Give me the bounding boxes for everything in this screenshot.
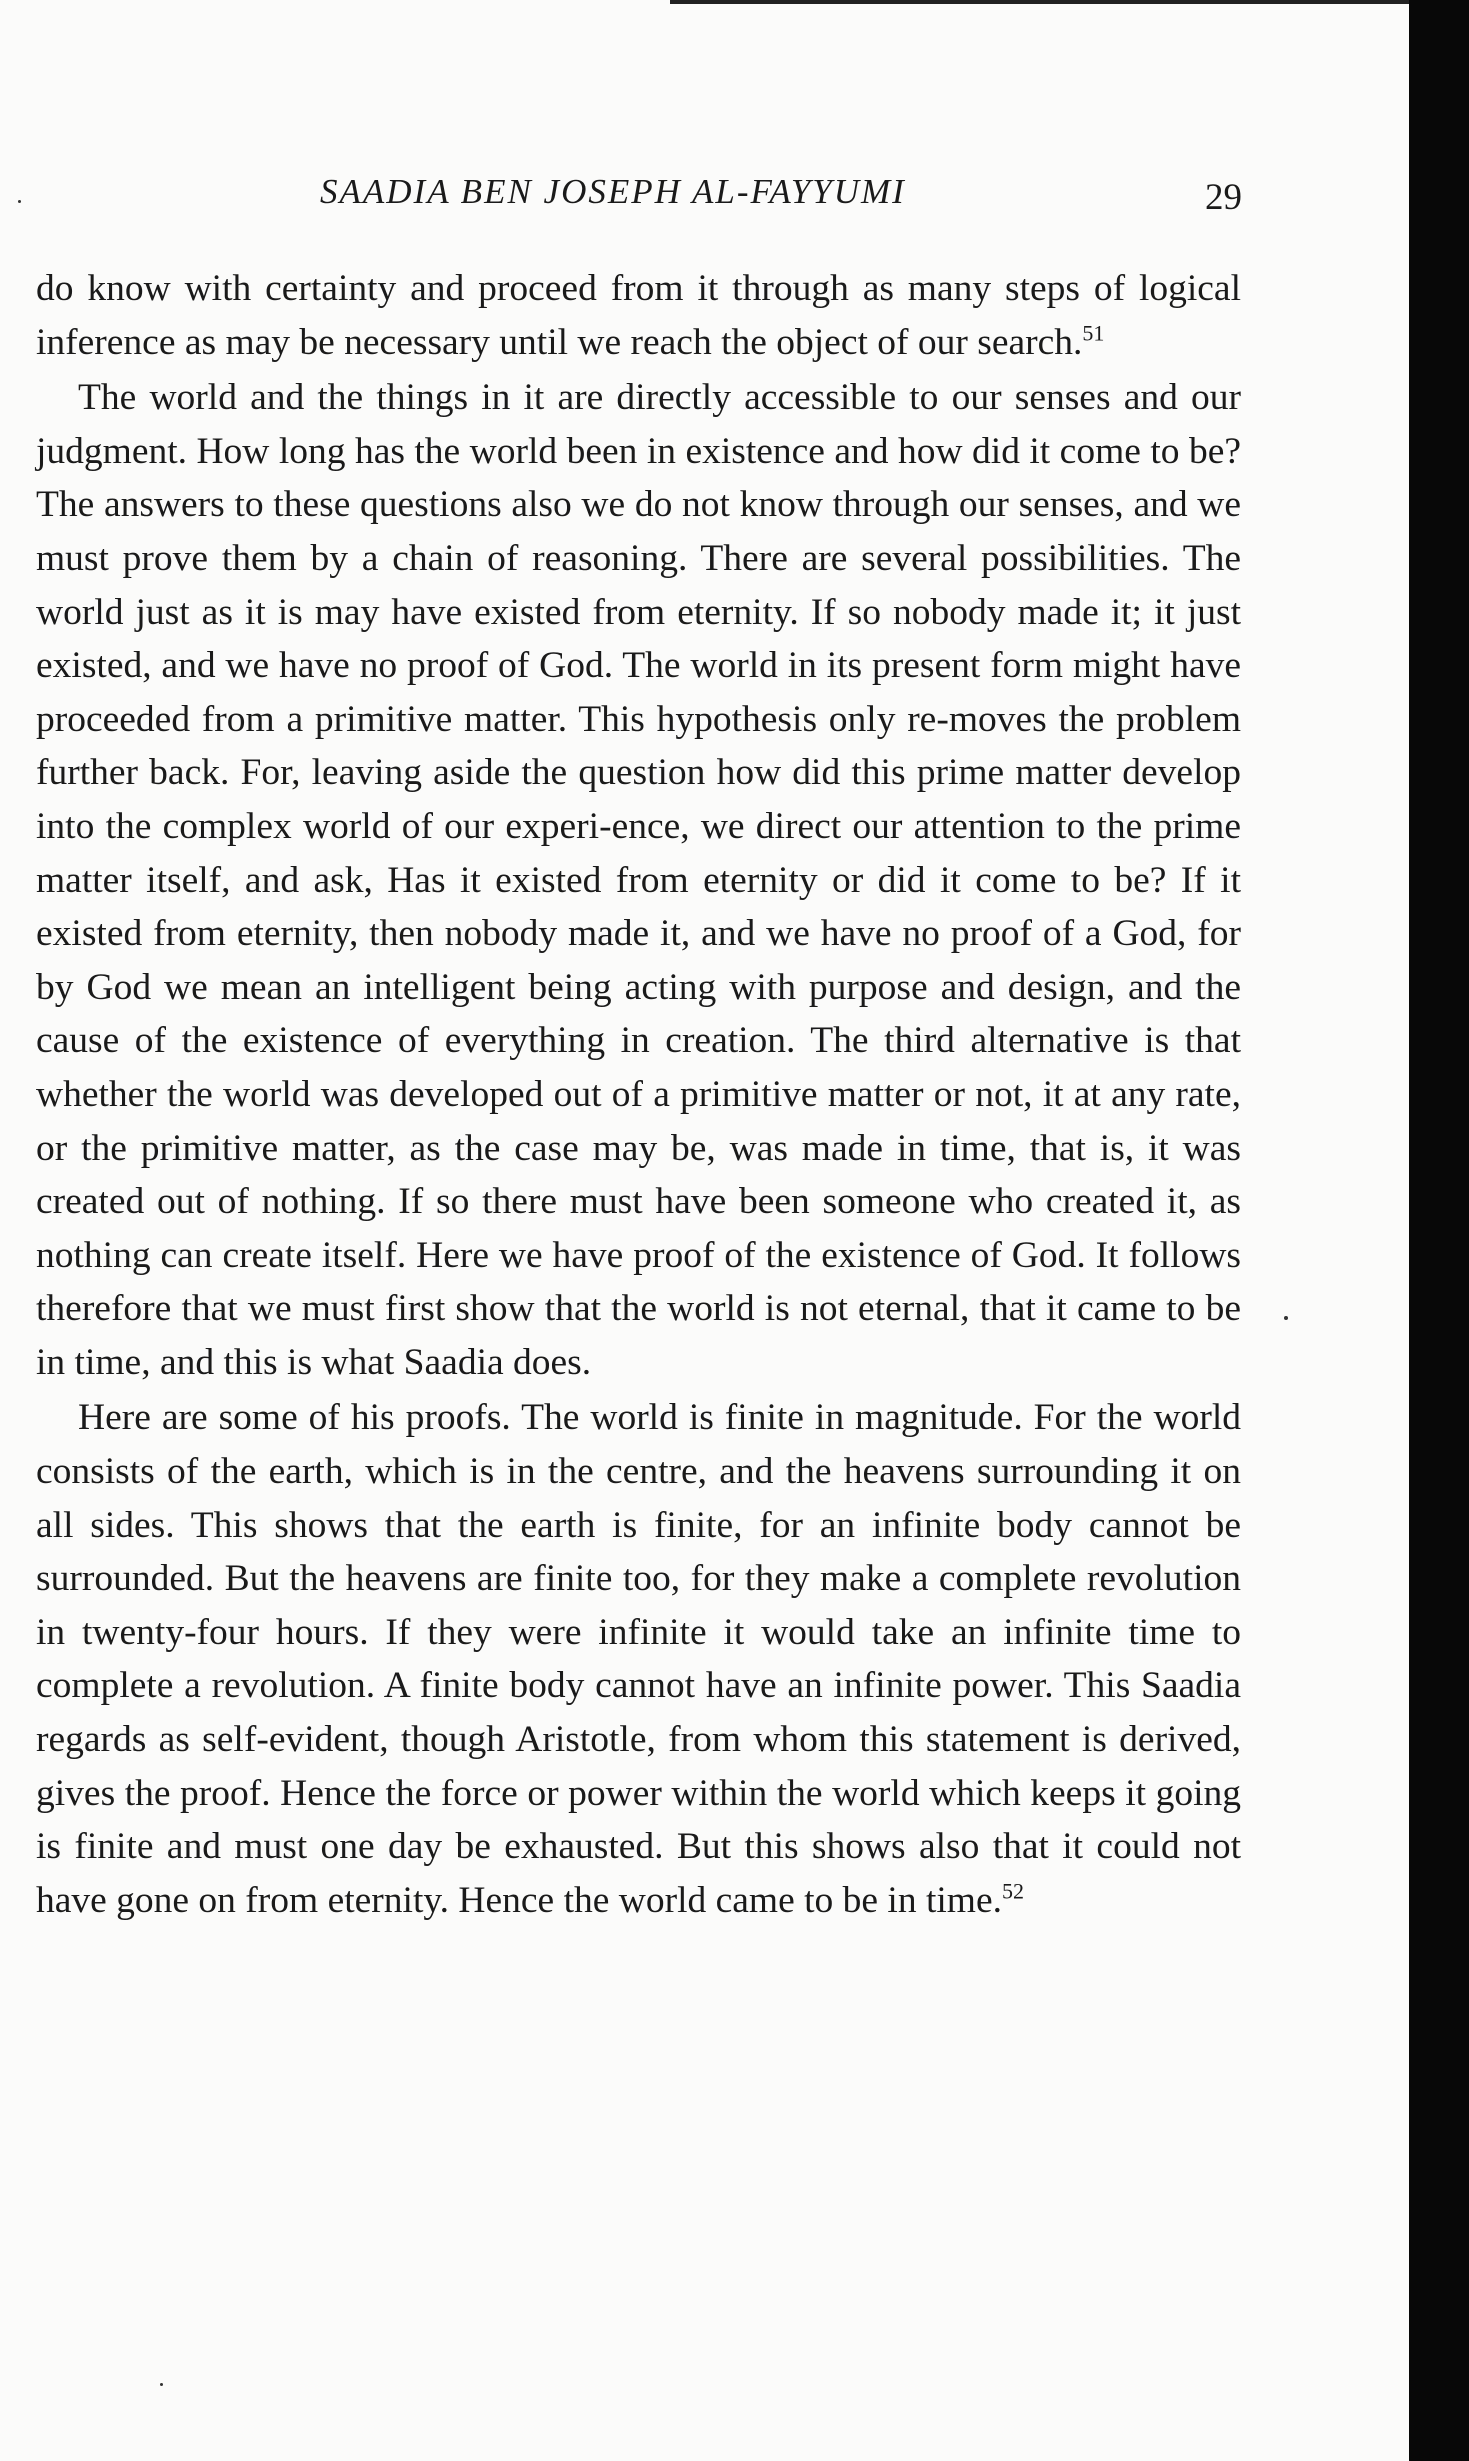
body-text [36,262,1241,1927]
footnote-reference: 51 [1082,320,1105,346]
ink-speck [160,2383,163,2386]
page-top-edge [670,0,1410,4]
paragraph-text: do know with certainty and proceed from it through as many steps of logical inference as may be necessary until we reach the object of our search. [36,268,1241,363]
page-edge-shadow [1409,0,1469,2461]
ink-speck [18,200,21,203]
paragraph-text: The world and the things in it are directly accessible to our senses and our judgment. How long has the world been in existence and how did it come to be? The answers to these questions also we do not know through our senses, and we must prove them by a chain of reasoning. There are several possibilities. The world just as it is may have existed from eternity. If so nobody made it; it just existed, and we have no proof of God. The world in its present form might have proceeded from a primitive matter. This hypothesis only re-moves the problem further back. For, leaving aside the question how did this prime matter develop into the complex world of our experi-ence, we direct our attention to the prime matter itself, and ask, Has it existed from eternity or did it come to be? If it existed from eternity, then nobody made it, and we have no proof of a God, for by God we mean an intelligent being acting with purpose and design, and the cause of the existence of everything in creation. The third alternative is that whether the world was developed out of a primitive matter or not, it at any rate, or the primitive matter, as the case may be, was made in time, that is, it was created out of nothing. If so there must have been someone who created it, as nothing can create itself. Here we have proof of the existence of God. It follows therefore that we must first show that the world is not eternal, that it came to be in time, and this is what Saadia does. [36,377,1241,1383]
footnote-reference: 52 [1001,1878,1024,1904]
page-number: 29 [1205,177,1242,218]
running-header: SAADIA BEN JOSEPH AL-FAYYUMI [320,172,906,211]
paragraph-continued [36,262,1241,369]
paragraph-text: Here are some of his proofs. The world is finite in magnitude. For the world consists of the earth, which is in the centre, and the heavens surrounding it on all sides. This shows that the earth is finite, for an infinite body cannot be surrounded. But the heavens are finite too, for they make a complete revolution in twenty-four hours. If they were infinite it would take an infinite time to complete a revolution. A finite body cannot have an infinite power. This Saadia regards as self-evident, though Aristotle, from whom this statement is derived, gives the proof. Hence the force or power within the world which keeps it going is finite and must one day be exhausted. But this shows also that it could not have gone on from eternity. Hence the world came to be in time. [36,1397,1241,1921]
paragraph [36,371,1241,1389]
ink-speck [1284,1316,1288,1320]
paragraph [36,1391,1241,1927]
